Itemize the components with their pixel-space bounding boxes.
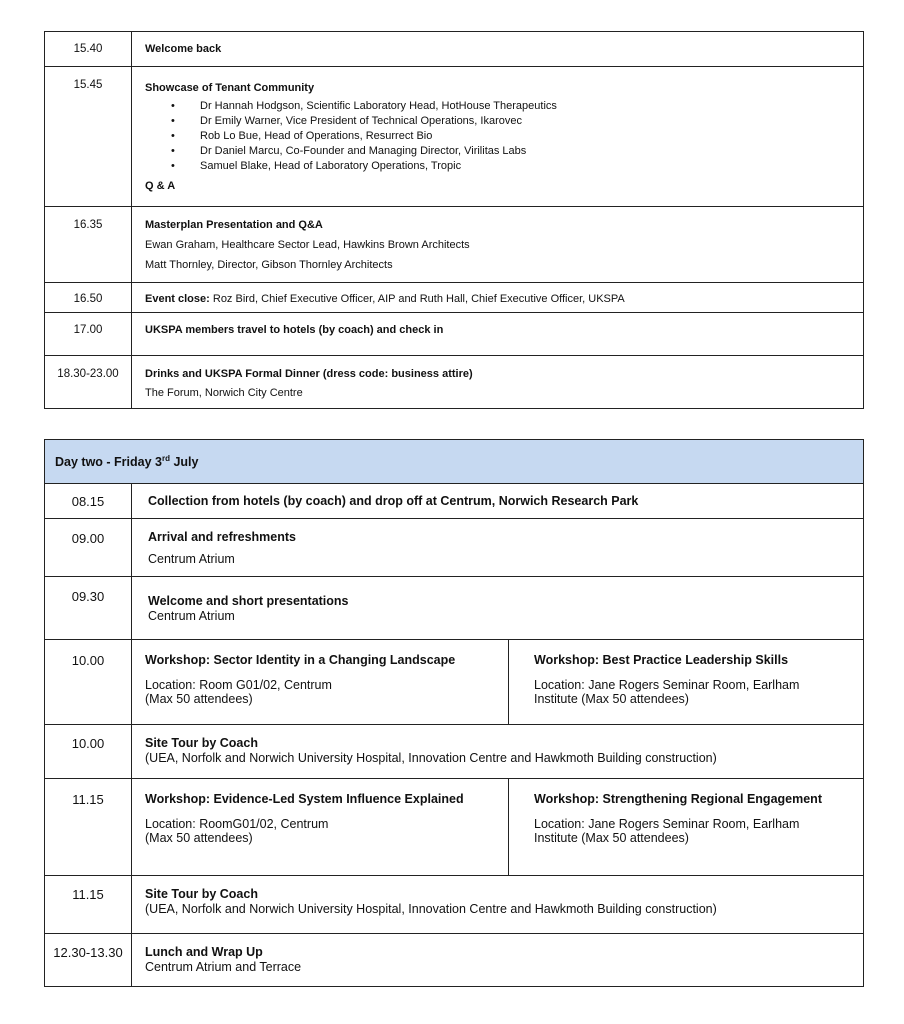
event-detail: Centrum Atrium bbox=[148, 609, 235, 623]
event-title: Welcome back bbox=[145, 43, 222, 55]
speaker-list bbox=[145, 99, 863, 174]
event-detail: Centrum Atrium and Terrace bbox=[145, 960, 302, 974]
event-detail: The Forum, Norwich City Centre bbox=[145, 387, 303, 399]
event-cell bbox=[132, 725, 864, 779]
table-row bbox=[45, 207, 864, 283]
event-detail: (UEA, Norfolk and Norwich University Hospital, Innovation Centre and Hawkmoth Building construction) bbox=[145, 751, 717, 765]
event-cell bbox=[132, 32, 864, 67]
event-detail: Location: RoomG01/02, Centrum bbox=[145, 817, 329, 831]
time-cell: 16.35 bbox=[45, 207, 132, 283]
time-cell: 08.15 bbox=[45, 484, 132, 519]
event-cell bbox=[132, 67, 864, 207]
event-title: Welcome and short presentations bbox=[148, 594, 349, 608]
event-title: Workshop: Evidence-Led System Influence Explained bbox=[145, 792, 464, 806]
event-detail: Institute (Max 50 attendees) bbox=[534, 692, 689, 706]
event-detail: Centrum Atrium bbox=[148, 552, 235, 566]
event-title: Arrival and refreshments bbox=[148, 530, 296, 544]
time-cell: 15.45 bbox=[45, 67, 132, 207]
workshop-cell-right bbox=[509, 640, 864, 725]
time-cell: 18.30-23.00 bbox=[45, 356, 132, 409]
table-row bbox=[45, 313, 864, 356]
event-title: Event close: bbox=[145, 293, 210, 305]
event-detail: Matt Thornley, Director, Gibson Thornley Architects bbox=[145, 259, 393, 271]
event-detail: Roz Bird, Chief Executive Officer, AIP and Ruth Hall, Chief Executive Officer, UKSPA bbox=[209, 293, 625, 305]
event-detail: Location: Room G01/02, Centrum bbox=[145, 678, 332, 692]
event-title: Workshop: Best Practice Leadership Skills bbox=[534, 653, 789, 667]
table-row bbox=[45, 640, 864, 725]
event-title: Masterplan Presentation and Q&A bbox=[145, 219, 323, 231]
table-row bbox=[45, 779, 864, 876]
event-detail: (UEA, Norfolk and Norwich University Hospital, Innovation Centre and Hawkmoth Building construction) bbox=[145, 902, 717, 916]
event-cell bbox=[132, 934, 864, 987]
day-one-schedule-table bbox=[44, 31, 864, 409]
event-title: UKSPA members travel to hotels (by coach) and check in bbox=[145, 324, 444, 336]
table-row bbox=[45, 283, 864, 313]
event-title: Site Tour by Coach bbox=[145, 887, 258, 901]
table-row bbox=[45, 725, 864, 779]
workshop-cell-right bbox=[509, 779, 864, 876]
table-row bbox=[45, 484, 864, 519]
table-row bbox=[45, 876, 864, 934]
list-item: • Dr Hannah Hodgson, Scientific Laboratory Head, HotHouse Therapeutics bbox=[145, 99, 863, 114]
event-detail: Institute (Max 50 attendees) bbox=[534, 831, 689, 845]
table-row bbox=[45, 67, 864, 207]
event-cell bbox=[132, 313, 864, 356]
day-two-header: Day two - Friday 3rd July bbox=[45, 440, 864, 484]
table-row bbox=[45, 32, 864, 67]
workshop-cell-left bbox=[132, 779, 509, 876]
event-cell bbox=[132, 876, 864, 934]
event-title: Drinks and UKSPA Formal Dinner (dress code: business attire) bbox=[145, 368, 473, 380]
list-item: • Dr Emily Warner, Vice President of Technical Operations, Ikarovec bbox=[145, 114, 863, 129]
event-cell bbox=[132, 207, 864, 283]
time-cell: 10.00 bbox=[45, 640, 132, 725]
event-title: Collection from hotels (by coach) and drop off at Centrum, Norwich Research Park bbox=[148, 494, 639, 508]
event-detail: Ewan Graham, Healthcare Sector Lead, Hawkins Brown Architects bbox=[145, 239, 470, 251]
event-cell bbox=[132, 484, 864, 519]
list-item: • Dr Daniel Marcu, Co-Founder and Managing Director, Virilitas Labs bbox=[145, 144, 863, 159]
time-cell: 09.30 bbox=[45, 577, 132, 640]
event-detail: Location: Jane Rogers Seminar Room, Earlham bbox=[534, 817, 800, 831]
event-detail: (Max 50 attendees) bbox=[145, 831, 253, 845]
list-item: • Rob Lo Bue, Head of Operations, Resurrect Bio bbox=[145, 129, 863, 144]
time-cell: 17.00 bbox=[45, 313, 132, 356]
event-cell bbox=[132, 283, 864, 313]
list-item: • Samuel Blake, Head of Laboratory Operations, Tropic bbox=[145, 159, 863, 174]
event-detail: (Max 50 attendees) bbox=[145, 692, 253, 706]
event-cell bbox=[132, 577, 864, 640]
time-cell: 09.00 bbox=[45, 519, 132, 577]
event-title: Lunch and Wrap Up bbox=[145, 945, 263, 959]
time-cell: 16.50 bbox=[45, 283, 132, 313]
event-title: Workshop: Strengthening Regional Engagement bbox=[534, 792, 822, 806]
time-cell: 15.40 bbox=[45, 32, 132, 67]
event-title: Site Tour by Coach bbox=[145, 736, 258, 750]
workshop-cell-left bbox=[132, 640, 509, 725]
event-cell bbox=[132, 519, 864, 577]
event-title: Workshop: Sector Identity in a Changing Landscape bbox=[145, 653, 456, 667]
day-two-schedule-table bbox=[44, 439, 864, 987]
table-row bbox=[45, 356, 864, 409]
day-header-row bbox=[45, 440, 864, 484]
table-row bbox=[45, 577, 864, 640]
time-cell: 12.30-13.30 bbox=[45, 934, 132, 987]
table-row bbox=[45, 934, 864, 987]
event-detail: Location: Jane Rogers Seminar Room, Earlham bbox=[534, 678, 800, 692]
qa-label: Q & A bbox=[145, 180, 176, 192]
table-row bbox=[45, 519, 864, 577]
time-cell: 10.00 bbox=[45, 725, 132, 779]
time-cell: 11.15 bbox=[45, 876, 132, 934]
event-cell bbox=[132, 356, 864, 409]
event-title: Showcase of Tenant Community bbox=[145, 82, 315, 94]
time-cell: 11.15 bbox=[45, 779, 132, 876]
